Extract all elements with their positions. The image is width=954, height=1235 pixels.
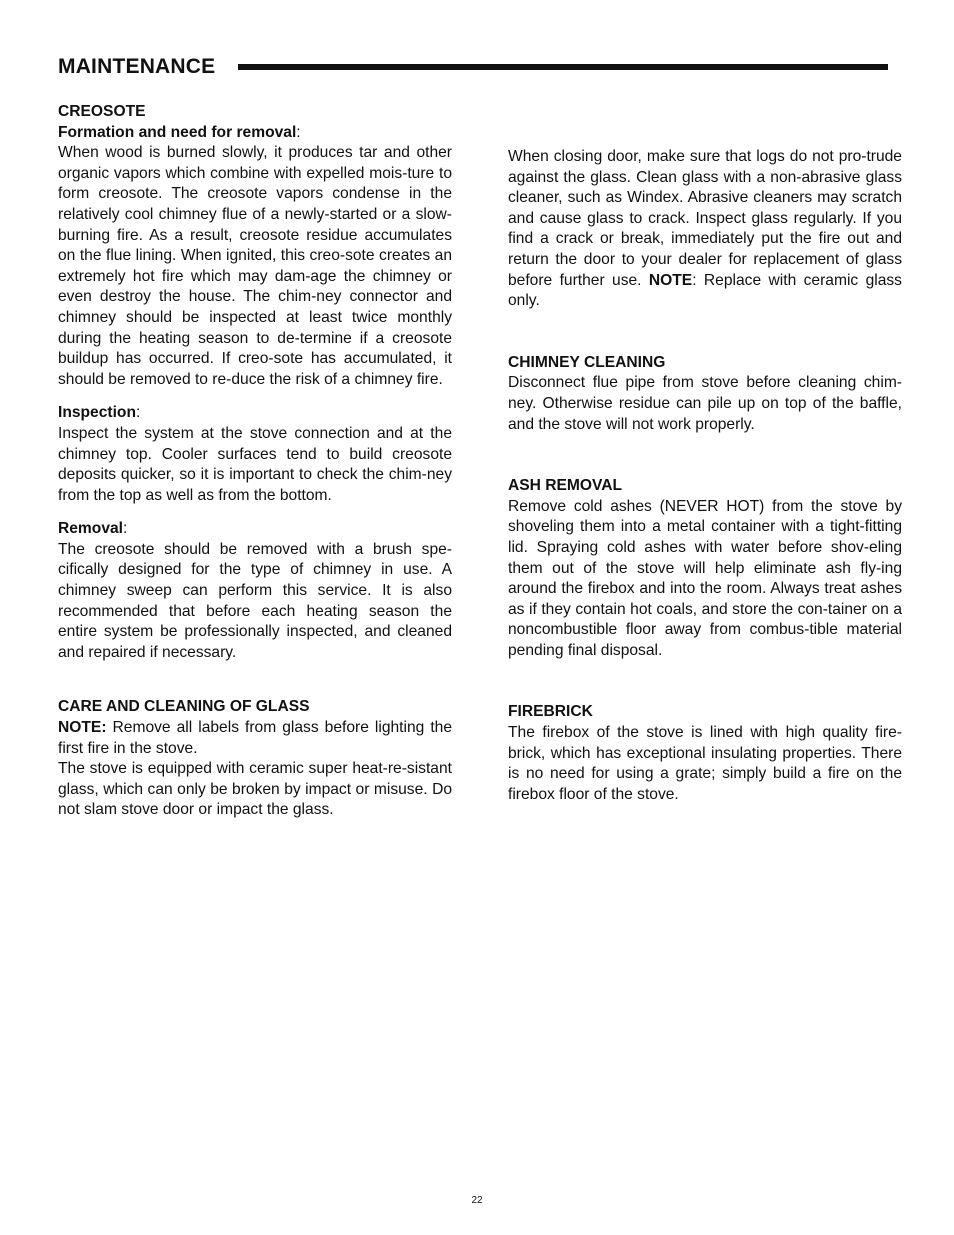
glass-body-paragraph: The stove is equipped with ceramic super heat-re-sistant glass, which can only be broken by impact or misuse. Do not slam stove door or impact the glass.: [58, 760, 452, 819]
glass-note-text: Remove all labels from glass before lighting the first fire in the stove.: [58, 719, 452, 757]
removal-colon: :: [123, 520, 128, 538]
glass-continued-text: When closing door, make sure that logs do not pro-trude against the glass. Clean glass with a non-abrasive glass cleaner, such as Windex. Abrasive cleaners may scratch and cause glass to crack. Inspect glass regularly. If you find a crack or break, immediately put the fire out and return the door to your dealer for replacement of glass before further use.: [508, 148, 902, 289]
formation-paragraph: When wood is burned slowly, it produces tar and other organic vapors which combine with expelled mois-ture to form creosote. The creosote vapors condense in the relatively cool chimney flue of a newly-started or a slow-burning fire. As a result, creosote residue accumulates on the flue lining. When ignited, this creo-sote creates an extremely hot fire which may dam-age the chimney or even destroy the house. The chim-ney connector and chimney should be inspected at least twice monthly during the heating season to de-termine if a creosote buildup has occurred. If creo-sote has accumulated, it should be removed to re-duce the risk of a chimney fire.: [58, 144, 452, 388]
formation-colon: :: [296, 123, 301, 141]
glass-note-label: NOTE:: [58, 719, 107, 737]
ash-removal-paragraph: Remove cold ashes (NEVER HOT) from the stove by shoveling them into a metal container with a tight-fitting lid. Spraying cold ashes with water before shov-eling them out of the stove will help eliminate ash fly-ing around the firebox and into the room. Always treat ashes as if they contain hot coals, and store the con-tainer on a noncombustible floor away from combus-tible material pending final disposal.: [508, 497, 902, 659]
right-column: [508, 147, 902, 805]
inspection-paragraph: Inspect the system at the stove connection and at the chimney top. Cooler surfaces tend to build creosote deposits quicker, so it is important to check the chim-ney from the top as well as from the bottom.: [58, 424, 452, 504]
inspection-label: Inspection: [58, 404, 136, 422]
glass-note-paragraph: [58, 718, 452, 759]
ash-removal-heading: ASH REMOVAL: [508, 477, 623, 495]
left-column: [58, 102, 452, 821]
removal-label: Removal: [58, 520, 124, 538]
glass-heading: CARE AND CLEANING OF GLASS: [58, 698, 310, 716]
removal-paragraph: The creosote should be removed with a brush spe-cifically designed for the type of chimney in use. A chimney sweep can perform this service. It is also recommended that before each heating season the entire system be professionally inspected, and cleaned and repaired if necessary.: [58, 540, 452, 661]
inspection-colon: :: [135, 404, 141, 422]
creosote-heading: CREOSOTE: [58, 103, 146, 120]
removal-subheading: [58, 519, 452, 540]
page-title: MAINTENANCE: [58, 55, 216, 78]
header-rule: [238, 64, 888, 70]
inspection-subheading: [58, 403, 452, 424]
chimney-cleaning-paragraph: Disconnect flue pipe from stove before cleaning chim-ney. Otherwise residue can pile up on top of the baffle, and the stove will not work properly.: [508, 374, 902, 433]
chimney-cleaning-heading: CHIMNEY CLEANING: [508, 353, 666, 371]
glass-continued-paragraph: [508, 147, 902, 312]
page-header: [58, 54, 890, 82]
page-number: 22: [471, 1195, 483, 1206]
formation-subheading: [58, 123, 452, 144]
firebrick-paragraph: The firebox of the stove is lined with high quality fire-brick, which has exceptional insulating properties. There is no need for using a grate; simply build a fire on the firebox floor of the stove.: [508, 724, 902, 803]
firebrick-heading: FIREBRICK: [508, 703, 593, 721]
glass-continued-note-text: : Replace with ceramic glass only.: [508, 271, 902, 310]
formation-label: Formation and need for removal: [58, 123, 297, 141]
glass-continued-note-label: NOTE: [648, 271, 693, 289]
